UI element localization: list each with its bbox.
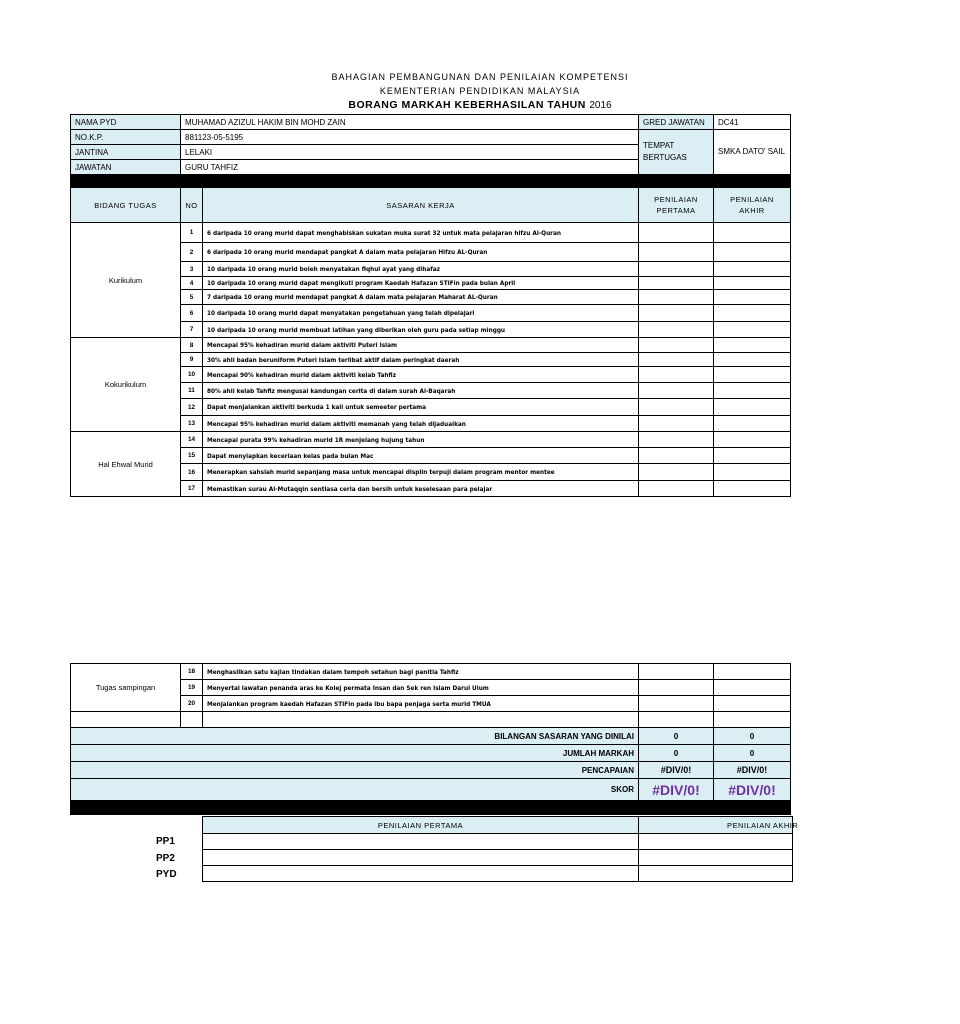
pp2-pertama-cell[interactable] [203, 850, 639, 866]
blank-no-cell [181, 712, 203, 728]
task-no: 1 [181, 223, 203, 243]
lower-table [70, 663, 791, 815]
task-no: 4 [181, 277, 203, 290]
score-akhir-cell[interactable] [714, 680, 791, 696]
col-no: NO [181, 188, 203, 223]
task-text: Dapat menyiapkan keceriaan kelas pada bulan Mac [203, 448, 639, 464]
score-pertama-cell[interactable] [639, 696, 714, 712]
score-akhir-cell[interactable] [714, 481, 791, 497]
score-pertama-cell[interactable] [639, 243, 714, 262]
score-pertama-cell[interactable] [639, 416, 714, 432]
task-text: Mencapai 95% kehadiran murid dalam aktiviti Puteri Islam [203, 338, 639, 353]
score-akhir-cell[interactable] [714, 262, 791, 277]
col-pertama: PENILAIAN PERTAMA [639, 188, 714, 223]
score-pertama-cell[interactable] [639, 322, 714, 338]
score-pertama-cell[interactable] [639, 448, 714, 464]
task-no: 17 [181, 481, 203, 497]
score-pertama-cell[interactable] [639, 353, 714, 367]
task-text: 6 daripada 10 orang murid mendapat pangkat A dalam mata pelajaran Hifzu AL-Quran [203, 243, 639, 262]
task-text: 6 daripada 10 orang murid dapat menghabiskan sukatan muka surat 32 untuk mata pelajaran hifzu Al-Quran [203, 223, 639, 243]
col-akhir: PENILAIAN AKHIR [714, 188, 791, 223]
skor-label: SKOR [71, 779, 639, 801]
score-pertama-cell[interactable] [639, 367, 714, 383]
score-akhir-cell[interactable] [714, 432, 791, 448]
task-text: 30% ahli badan beruniform Puteri Islam terlibat aktif dalam peringkat daerah [203, 353, 639, 367]
pp1-akhir-cell[interactable] [639, 834, 793, 850]
score-pertama-cell[interactable] [639, 338, 714, 353]
col-bidang: BIDANG TUGAS [71, 188, 181, 223]
score-akhir-cell[interactable] [714, 277, 791, 290]
task-text: Menghasilkan satu kajian tindakan dalam tempoh setahun bagi panitia Tahfiz [203, 664, 639, 680]
task-text: Mencapai 95% kehadiran murid dalam aktiviti memanah yang telah dijaduaikan [203, 416, 639, 432]
tempat-value: SMKA DATO' SAIL [714, 130, 791, 175]
score-pertama-cell[interactable] [639, 481, 714, 497]
task-no: 19 [181, 680, 203, 696]
task-text: Memastikan surau Al-Mutaqqin sentiasa ceria dan bersih untuk keselesaan para pelajar [203, 481, 639, 497]
task-no: 18 [181, 664, 203, 680]
score-akhir-cell[interactable] [714, 290, 791, 305]
task-no: 9 [181, 353, 203, 367]
signoff-table [202, 816, 799, 882]
score-akhir-cell[interactable] [714, 416, 791, 432]
skor-akhir: #DIV/0! [714, 779, 791, 801]
upper-body [71, 223, 791, 497]
score-pertama-cell[interactable] [639, 432, 714, 448]
pyd-label: PYD [156, 869, 177, 880]
task-no: 14 [181, 432, 203, 448]
bidang-cell: Hal Ehwal Murid [71, 432, 181, 497]
jumlah-pertama: 0 [639, 745, 714, 762]
blank-akhir-cell[interactable] [714, 712, 791, 728]
bilangan-pertama: 0 [639, 728, 714, 745]
form-title [0, 99, 960, 111]
col-sasaran: SASARAN KERJA [203, 188, 639, 223]
score-pertama-cell[interactable] [639, 262, 714, 277]
score-pertama-cell[interactable] [639, 664, 714, 680]
black-divider [71, 175, 791, 188]
nokp-value: 881123-05-5195 [181, 130, 639, 145]
task-text: Menyertai lawatan penanda aras ke Kolej permata Insan dan Sek ren Islam Darul Ulum [203, 680, 639, 696]
form-title-text: BORANG MARKAH KEBERHASILAN TAHUN [348, 99, 586, 111]
score-pertama-cell[interactable] [639, 223, 714, 243]
pp2-label: PP2 [156, 853, 175, 864]
task-no: 11 [181, 383, 203, 399]
score-pertama-cell[interactable] [639, 290, 714, 305]
score-pertama-cell[interactable] [639, 383, 714, 399]
task-no: 8 [181, 338, 203, 353]
task-text: 10 daripada 10 orang murid boleh menyatakan fiqhul ayat yang dihafaz [203, 262, 639, 277]
form-year: 2016 [589, 100, 612, 111]
task-no: 20 [181, 696, 203, 712]
task-text: Mencapai 90% kehadiran murid dalam aktiviti kelab Tahfiz [203, 367, 639, 383]
upper-table [70, 114, 791, 497]
bidang-cell: Kurikulum [71, 223, 181, 338]
pyd-pertama-cell[interactable] [203, 866, 639, 882]
nokp-label: NO.K.P. [71, 130, 181, 145]
score-pertama-cell[interactable] [639, 680, 714, 696]
bilangan-akhir: 0 [714, 728, 791, 745]
score-akhir-cell[interactable] [714, 367, 791, 383]
task-text: 7 daripada 10 orang murid mendapat pangkat A dalam mata pelajaran Maharat AL-Quran [203, 290, 639, 305]
score-pertama-cell[interactable] [639, 277, 714, 290]
blank-pertama-cell[interactable] [639, 712, 714, 728]
score-akhir-cell[interactable] [714, 464, 791, 481]
task-no: 3 [181, 262, 203, 277]
score-akhir-cell[interactable] [714, 322, 791, 338]
task-text: Menerapkan sahsiah murid sepanjang masa untuk mencapai displin terpuji dalam program mentor mentee [203, 464, 639, 481]
score-akhir-cell[interactable] [714, 243, 791, 262]
task-text: Mencapai purata 99% kehadiran murid 1R menjelang hujung tahun [203, 432, 639, 448]
task-no: 16 [181, 464, 203, 481]
task-no: 10 [181, 367, 203, 383]
pencapaian-label: PENCAPAIAN [71, 762, 639, 779]
score-pertama-cell[interactable] [639, 305, 714, 322]
task-no: 2 [181, 243, 203, 262]
task-text: 80% ahli kelab Tahfiz mengusai kandungan cerita di dalam surah Al-Baqarah [203, 383, 639, 399]
tempat-label: TEMPAT BERTUGAS [639, 130, 714, 175]
task-no: 5 [181, 290, 203, 305]
pp2-akhir-cell[interactable] [639, 850, 793, 866]
score-akhir-cell[interactable] [714, 305, 791, 322]
task-no: 15 [181, 448, 203, 464]
score-pertama-cell[interactable] [639, 464, 714, 481]
score-akhir-cell[interactable] [714, 338, 791, 353]
pencapaian-akhir: #DIV/0! [714, 762, 791, 779]
blank-task-cell [203, 712, 639, 728]
task-text: Menjalankan program kaedah Hafazan STIFin pada ibu bapa penjaga serta murid TMUA [203, 696, 639, 712]
score-akhir-cell[interactable] [714, 223, 791, 243]
score-akhir-cell[interactable] [714, 696, 791, 712]
score-akhir-cell[interactable] [714, 448, 791, 464]
signoff-pertama-header: PENILAIAN PERTAMA [203, 817, 639, 834]
nama-label: NAMA PYD [71, 115, 181, 130]
jumlah-akhir: 0 [714, 745, 791, 762]
pp1-pertama-cell[interactable] [203, 834, 639, 850]
task-no: 12 [181, 399, 203, 416]
gred-value: DC41 [714, 115, 791, 130]
bilangan-label: BILANGAN SASARAN YANG DINILAI [71, 728, 639, 745]
task-text: 10 daripada 10 orang murid dapat mengikuti program Kaedah Hafazan STIFin pada bulan April [203, 277, 639, 290]
signoff-akhir-header: PENILAIAN AKHIR [639, 817, 793, 834]
task-text: Dapat menjalankan aktiviti berkuda 1 kali untuk semeeter pertama [203, 399, 639, 416]
nama-value: MUHAMAD AZIZUL HAKIM BIN MOHD ZAIN [181, 115, 639, 130]
jumlah-label: JUMLAH MARKAH [71, 745, 639, 762]
bidang-cell: Kokurikulum [71, 338, 181, 432]
task-no: 13 [181, 416, 203, 432]
black-divider-2 [71, 801, 791, 815]
score-akhir-cell[interactable] [714, 353, 791, 367]
task-no: 7 [181, 322, 203, 338]
task-text: 10 daripada 10 orang murid dapat menyatakan pengetahuan yang telah dipelajari [203, 305, 639, 322]
blank-bidang-cell [71, 712, 181, 728]
lower-body [71, 664, 791, 728]
score-akhir-cell[interactable] [714, 399, 791, 416]
pencapaian-pertama: #DIV/0! [639, 762, 714, 779]
score-pertama-cell[interactable] [639, 399, 714, 416]
score-akhir-cell[interactable] [714, 383, 791, 399]
dept-title: BAHAGIAN PEMBANGUNAN DAN PENILAIAN KOMPETENSI [331, 72, 629, 82]
jawatan-label: JAWATAN [71, 160, 181, 175]
ministry-title: KEMENTERIAN PENDIDIKAN MALAYSIA [379, 86, 581, 96]
skor-pertama: #DIV/0! [639, 779, 714, 801]
pyd-akhir-cell[interactable] [639, 866, 793, 882]
jawatan-value: GURU TAHFIZ [181, 160, 639, 175]
bidang-cell: Tugas sampingan [71, 664, 181, 712]
pp1-label: PP1 [156, 836, 175, 847]
jantina-value: LELAKI [181, 145, 639, 160]
task-text: 10 daripada 10 orang murid membuat latihan yang diberikan oleh guru pada setiap minggu [203, 322, 639, 338]
jantina-label: JANTINA [71, 145, 181, 160]
task-no: 6 [181, 305, 203, 322]
gred-label: GRED JAWATAN [639, 115, 714, 130]
score-akhir-cell[interactable] [714, 664, 791, 680]
